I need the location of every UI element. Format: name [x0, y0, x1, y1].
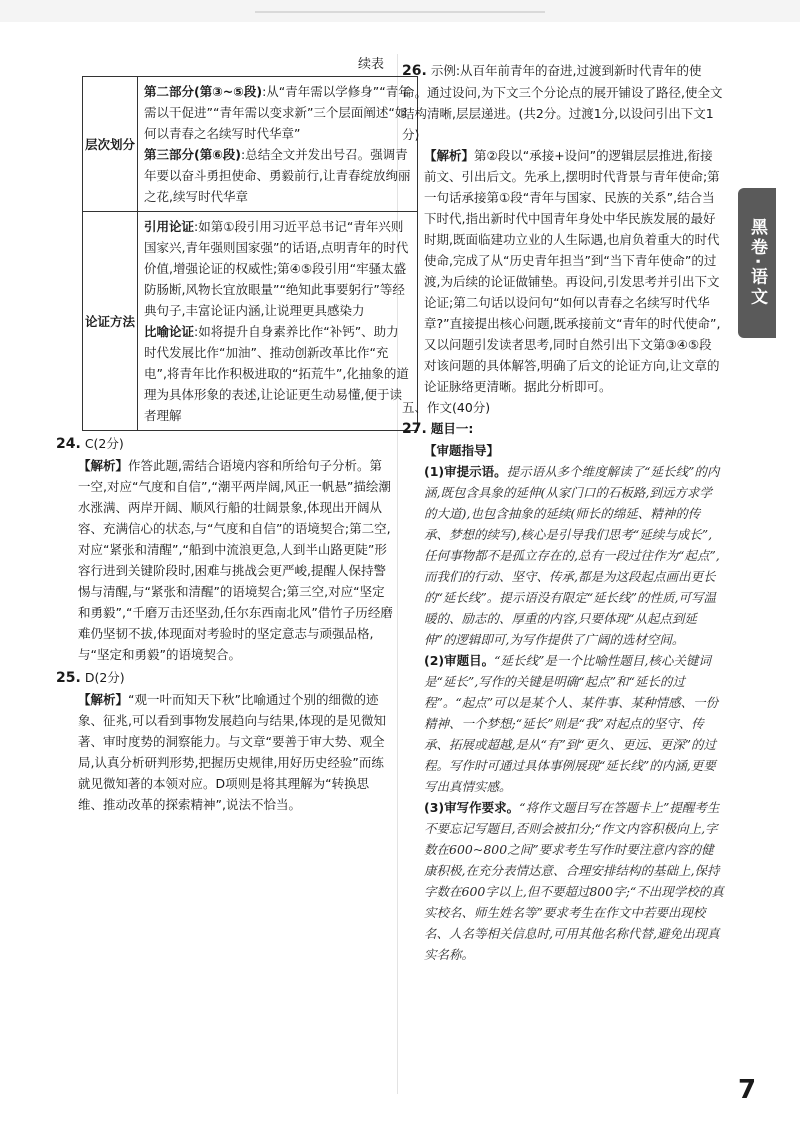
question-27 — [402, 418, 724, 965]
q27-body — [402, 440, 724, 965]
q27-p1-text: 提示语从多个维度解读了“延长线”的内涵,既包含具象的延伸(从家门口的石板路,到远方求学的大道),也包含抽象的延续(师长的绵延、精神的传承、梦想的续写),核心是引导我们思考“延续与成长”,任何事物都不是孤立存在的,总有一段过往作为“起点”,而我们的行动、坚守、传承,都是为这段起点画出更长的“延长线”。提示语没有限定“延长线”的性质,可写温暖的、励志的、厚重的内容,只要体现“从起点到延伸”的逻辑即可,为写作提供了广阔的选材空间。 — [424, 464, 720, 647]
q24-tag: 【解析】 — [78, 458, 129, 473]
part3-title: 第三部分(第⑥段) — [144, 147, 242, 162]
question-26 — [402, 60, 724, 397]
section-five-heading: 五、作文(40分) — [402, 400, 491, 415]
q27-p2-text: “延长线”是一个比喻性题目,核心关键词是“延长”,写作的关键是明确“起点”和“延长的过程”。“起点”可以是某个人、某件事、某种情感、一份精神、一个梦想;“延长”则是“我”对起点的坚守、传承、拓展或超越,是从“有”到“更久、更远、更深”的过程。写作时可通过具体事例展现“延长线”的内涵,更要写出真情实感。 — [424, 653, 719, 794]
method2-text: :如将提升自身素养比作“补钙”、助力时代发展比作“加油”、推动创新改革比作“充电”,将青年比作积极进取的“拓荒牛”,化抽象的道理为具体形象的表述,让论证更生动易懂,便于读者理解 — [144, 324, 409, 423]
table-row — [83, 212, 418, 431]
argument-cell — [138, 212, 418, 431]
q27-title: 题目一: — [430, 421, 474, 436]
method1-title: 引用论证 — [144, 219, 195, 234]
part2-text: :从“青年需以学修身”“青年需以干促进”“青年需以变求新”三个层面阐述“如何以青春之名续写时代华章” — [144, 84, 411, 141]
q24-text: 作答此题,需结合语境内容和所给句子分析。第一空,对应“气度和自信”,“潮平两岸阔,风正一帆悬”描绘潮水涨满、两岸开阔、顺风行船的壮阔景象,体现出开阔从容、充满信心的状态,与“气度和自信”的语境契合;第二空,对应“紧张和清醒”,“船到中流浪更急,人到半山路更陡”形容行进到关键阶段时,困难与挑战会更严峻,提醒人保持警惕与清醒,与“紧张和清醒”的语境契合;第三空,对应“坚定和勇毅”,“千磨万击还坚劲,任尔东西南北风”借竹子历经磨难仍坚韧不拔,体现面对考验时的坚定意志与顽强品格,与“坚定和勇毅”的语境契合。 — [78, 458, 393, 662]
q26-tag: 【解析】 — [424, 148, 475, 163]
row-label-structure: 层次划分 — [83, 77, 138, 212]
continued-label: 续表 — [357, 57, 384, 72]
question-24 — [56, 433, 394, 665]
question-25 — [56, 667, 394, 815]
q25-tag: 【解析】 — [78, 692, 129, 707]
left-column — [56, 54, 411, 815]
q27-point-1 — [424, 461, 724, 650]
q27-point-2 — [424, 650, 724, 797]
part3-text: :总结全文并发出号召。强调青年要以奋斗勇担使命、勇毅前行,让青春绽放绚丽之花,续写时代华章 — [144, 147, 411, 204]
analysis-table — [82, 76, 418, 431]
q25-text: “观一叶而知天下秋”比喻通过个别的细微的迹象、征兆,可以看到事物发展趋向与结果,体现的是见微知著、审时度势的洞察能力。与文章“要善于审大势、观全局,认真分析研判形势,把握历史规律,用好历史经验”而练就见微知著的本领对应。D项则是将其理解为“转换思维、推动改革的探索精神”,说法不恰当。 — [78, 692, 386, 812]
q24-analysis — [56, 455, 394, 665]
q27-p3-title: (3)审写作要求。 — [424, 800, 520, 815]
q27-point-3 — [424, 797, 724, 965]
structure-cell — [138, 77, 418, 212]
q26-number: 26. — [402, 63, 427, 79]
q27-number: 27. — [402, 421, 427, 437]
right-column — [402, 60, 724, 965]
q25-number: 25. — [56, 670, 81, 686]
q24-answer: C(2分) — [84, 436, 124, 451]
q26-analysis-text: 第②段以“承接+设问”的逻辑层层推进,衔接前文、引出后文。先承上,摆明时代背景与青年使命;第一句话承接第①段“青年与国家、民族的关系”,结合当下时代,指出新时代中国青年身处中华民族发展的最好时期,既面临建功立业的人生际遇,也肩负着重大的时代使命,完成了从“历史青年担当”到“当下青年使命”的过渡,为后续的论证做铺垫。再设问,引发思考并引出下文论证;第二句话以设问句“如何以青春之名续写时代华章?”直接提出核心问题,既承接前文“青年的时代使命”,又以问题引发读者思考,同时自然引出下文第③④⑤段对该问题的具体解答,明确了后文的论证方向,让文章的论证脉络更清晰。据此分析即可。 — [424, 148, 721, 394]
q27-p1-title: (1)审提示语。 — [424, 464, 507, 479]
q26-analysis — [402, 145, 724, 397]
method1-text: :如第①段引用习近平总书记“青年兴则国家兴,青年强则国家强”的话语,点明青年的时代价值,增强论证的权威性;第④⑤段引用“牢骚太盛防肠断,风物长宜放眼量”“绝知此事要躬行”等经典句子,丰富论证内涵,让说理更具感染力 — [144, 219, 409, 318]
q25-analysis — [56, 689, 394, 815]
top-divider — [255, 11, 545, 13]
top-scan-border — [0, 0, 800, 22]
table-row — [83, 77, 418, 212]
subject-side-tab: 黑卷·语文 — [738, 188, 776, 338]
q26-text: 示例:从百年前青年的奋进,过渡到新时代青年的使命。通过设问,为下文三个分论点的展开铺设了路径,使全文结构清晰,层层递进。(共2分。过渡1分,以设问引出下文1分) — [402, 63, 723, 142]
row-label-argument: 论证方法 — [83, 212, 138, 431]
page-number: 7 — [738, 1075, 757, 1105]
q25-answer: D(2分) — [84, 670, 125, 685]
q27-p3-text: “将作文题目写在答题卡上”提醒考生不要忘记写题目,否则会被扣分;“作文内容积极向上,字数在600~800之间”要求考生写作时要注意内容的健康积极,在充分表情达意、合理安排结构的基础上,保持字数在600字以上,但不要超过800字;“不出现学校的真实校名、师生姓名等”要求考生在作文中若要出现校名、人名等相关信息时,可用其他名称代替,避免出现真实名称。 — [424, 800, 724, 962]
q27-p2-title: (2)审题目。 — [424, 653, 495, 668]
q27-guide-tag: 【审题指导】 — [424, 443, 500, 458]
q24-number: 24. — [56, 436, 81, 452]
method2-title: 比喻论证 — [144, 324, 195, 339]
part2-title: 第二部分(第③~⑤段) — [144, 84, 263, 99]
